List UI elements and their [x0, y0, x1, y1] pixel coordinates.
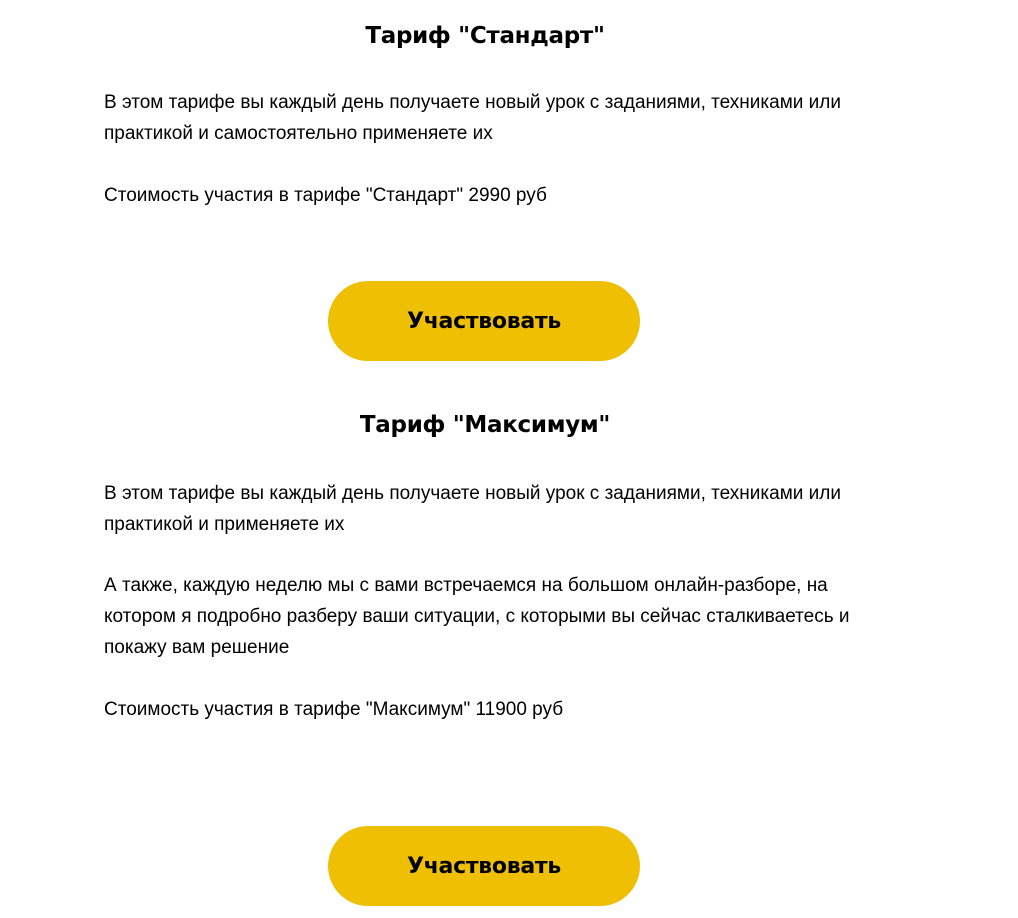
tariff-standard-price: Стоимость участия в тарифе "Стандарт" 2990 руб: [104, 185, 547, 206]
tariff-standard-title: Тариф "Стандарт": [365, 23, 605, 49]
tariff-maximum-price: Стоимость участия в тарифе "Максимум" 11900 руб: [104, 699, 564, 720]
tariff-standard-participate-button[interactable]: Участвовать: [328, 281, 640, 361]
tariff-maximum-title: Тариф "Максимум": [359, 412, 611, 438]
tariff-maximum-description: В этом тарифе вы каждый день получаете новый урок с заданиями, техниками или практикой и применяете их: [104, 483, 841, 535]
tariff-standard-description: В этом тарифе вы каждый день получаете новый урок с заданиями, техниками или практикой и самостоятельно применяете их: [104, 92, 841, 144]
tariff-maximum-participate-button[interactable]: Участвовать: [328, 826, 640, 906]
tariff-maximum-extra: А также, каждую неделю мы с вами встречаемся на большом онлайн-разборе, на котором я подробно разберу ваши ситуации, с которыми вы сейчас сталкиваетесь и покажу вам решение: [104, 575, 850, 658]
